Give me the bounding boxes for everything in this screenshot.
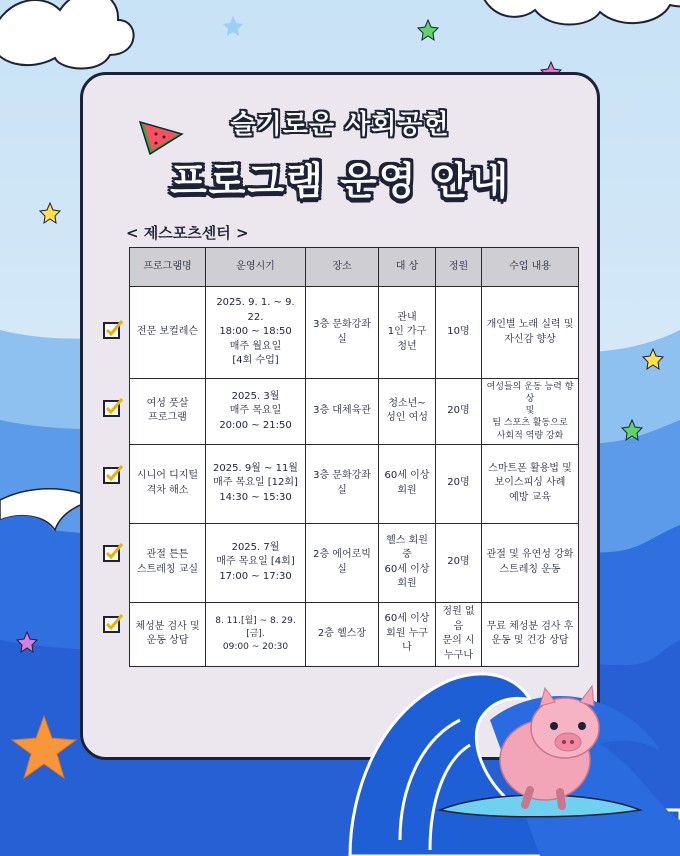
program-name: 시니어 디지털 격차 해소	[130, 444, 206, 523]
program-name: 전문 보컬레슨	[130, 287, 206, 379]
program-target: 헬스 회원 중 60세 이상 회원	[379, 523, 436, 602]
check-icon	[102, 396, 124, 418]
header-period: 운영시기	[206, 248, 306, 287]
program-location: 3층 문화강좌실	[306, 287, 379, 379]
check-icon	[102, 318, 124, 340]
subtitle-heading: 슬기로운 사회공헌	[230, 110, 450, 140]
header-program-name: 프로그램명	[130, 248, 206, 287]
program-location: 2층 헬스장	[306, 602, 379, 666]
program-name: 관절 튼튼 스트레칭 교실	[130, 523, 206, 602]
page-title: 프로그램 운영 안내	[169, 159, 511, 203]
program-target: 60세 이상 회원 누구나	[379, 602, 436, 666]
header-location: 장소	[306, 248, 379, 287]
program-period: 2025. 9월 ~ 11월 매주 목요일 [12회] 14:30 ~ 15:30	[206, 444, 306, 523]
center-name-label: < 제스포츠센터 >	[126, 224, 249, 242]
pig-surfer-icon	[340, 640, 680, 856]
header-content: 수업 내용	[482, 248, 579, 287]
check-icon	[102, 612, 124, 634]
program-table	[129, 247, 579, 667]
table-row	[130, 523, 579, 602]
header-target: 대 상	[379, 248, 436, 287]
program-content: 관절 및 유연성 강화 스트레칭 운동	[482, 523, 579, 602]
program-target: 60세 이상 회원	[379, 444, 436, 523]
check-icon	[102, 541, 124, 563]
program-capacity: 20명	[436, 444, 482, 523]
program-name: 체성분 검사 및 운동 상담	[130, 602, 206, 666]
program-capacity: 정원 없음 문의 시 누구나	[436, 602, 482, 666]
program-capacity: 20명	[436, 379, 482, 445]
program-content: 여성들의 운동 능력 향상 및 팀 스포츠 활동으로 사회적 역량 강화	[482, 379, 579, 445]
table-row	[130, 444, 579, 523]
program-name: 여성 풋살 프로그램	[130, 379, 206, 445]
program-location: 3층 대체육관	[306, 379, 379, 445]
table-row	[130, 287, 579, 379]
table-row	[130, 379, 579, 445]
program-content: 스마트폰 활용법 및 보이스피싱 사례 예방 교육	[482, 444, 579, 523]
program-location: 2층 에어로빅실	[306, 523, 379, 602]
program-target: 관내 1인 가구 청년	[379, 287, 436, 379]
check-icon	[102, 463, 124, 485]
program-period: 2025. 7월 매주 목요일 [4회] 17:00 ~ 17:30	[206, 523, 306, 602]
program-period: 2025. 9. 1. ~ 9. 22. 18:00 ~ 18:50 매주 월요일 [4회 수업]	[206, 287, 306, 379]
program-period: 8. 11.[월] ~ 8. 29.[금]. 09:00 ~ 20:30	[206, 602, 306, 666]
program-capacity: 20명	[436, 523, 482, 602]
program-content: 무료 체성분 검사 후 운동 및 건강 상담	[482, 602, 579, 666]
program-location: 3층 문화강좌실	[306, 444, 379, 523]
header-capacity: 정원	[436, 248, 482, 287]
program-period: 2025. 3월 매주 목요일 20:00 ~ 21:50	[206, 379, 306, 445]
program-target: 청소년~ 성인 여성	[379, 379, 436, 445]
program-content: 개인별 노래 실력 및 자신감 향상	[482, 287, 579, 379]
table-header-row	[130, 248, 579, 287]
program-capacity: 10명	[436, 287, 482, 379]
